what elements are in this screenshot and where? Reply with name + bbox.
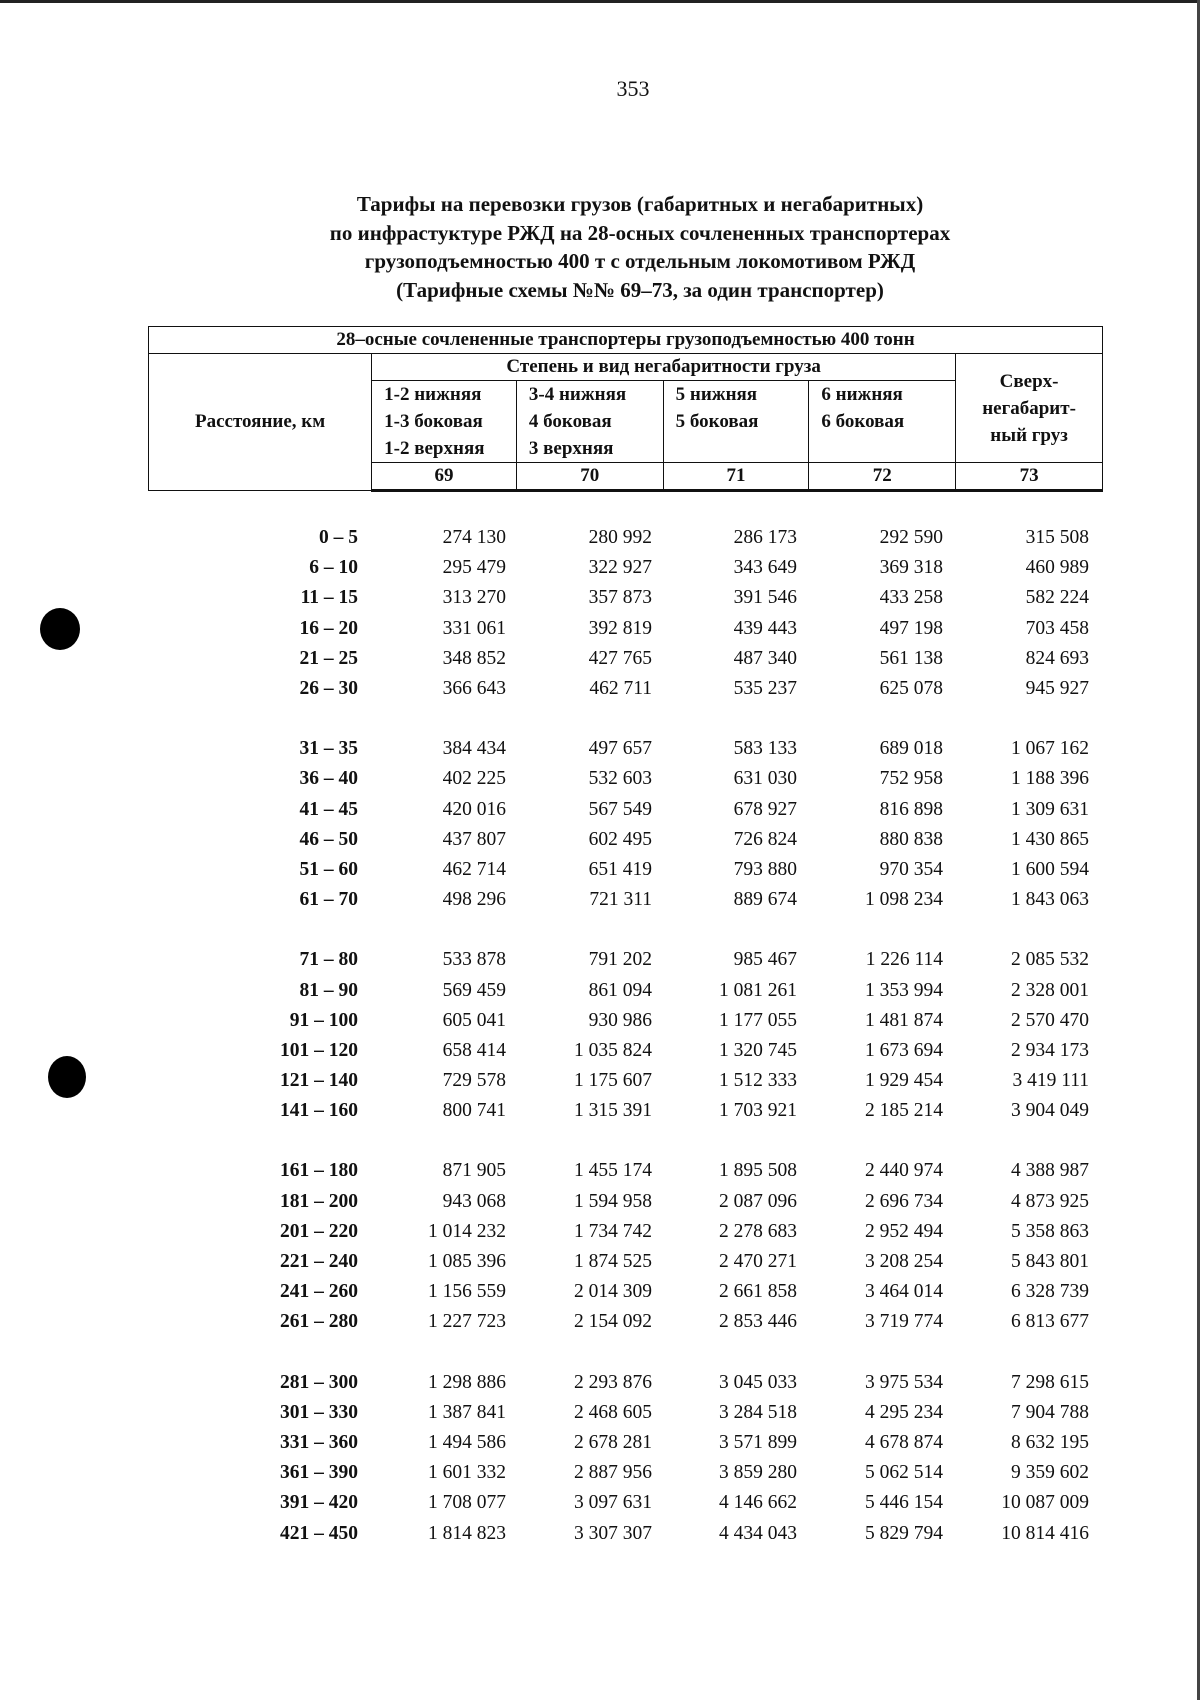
value-cell: 322 927 bbox=[588, 557, 652, 579]
table-row bbox=[148, 1488, 1103, 1518]
table-row bbox=[148, 674, 1103, 704]
column-header-71 bbox=[663, 381, 809, 463]
table-row bbox=[148, 945, 1103, 975]
table-row bbox=[148, 1156, 1103, 1186]
value-cell: 1 085 396 bbox=[428, 1251, 506, 1273]
value-cell: 658 414 bbox=[442, 1039, 506, 1061]
value-cell: 315 508 bbox=[1025, 527, 1089, 549]
value-cell: 631 030 bbox=[733, 768, 797, 790]
header-line: 3-4 нижняя bbox=[528, 384, 627, 405]
value-cell: 2 278 683 bbox=[719, 1220, 797, 1242]
value-cell: 2 696 734 bbox=[865, 1190, 943, 1212]
value-cell: 369 318 bbox=[879, 557, 943, 579]
value-cell: 678 927 bbox=[733, 798, 797, 820]
value-cell: 726 824 bbox=[733, 828, 797, 850]
distance-cell: 281 – 300 bbox=[280, 1371, 358, 1393]
distance-cell: 221 – 240 bbox=[280, 1251, 358, 1273]
value-cell: 462 711 bbox=[589, 678, 652, 700]
header-line: 6 нижняя bbox=[821, 384, 903, 405]
value-cell: 1 843 063 bbox=[1011, 889, 1089, 911]
value-cell: 1 895 508 bbox=[719, 1160, 797, 1182]
title-line: по инфрастуктуре РЖД на 28-осных сочлененных транспортерах bbox=[329, 220, 951, 245]
row-group bbox=[148, 1368, 1103, 1549]
value-cell: 497 198 bbox=[879, 617, 943, 639]
value-cell: 532 603 bbox=[588, 768, 652, 790]
value-cell: 1 098 234 bbox=[865, 889, 943, 911]
table-row bbox=[148, 734, 1103, 764]
column-code: 71 bbox=[663, 463, 809, 491]
title-line: грузоподъемностью 400 т с отдельным локомотивом РЖД bbox=[364, 249, 916, 273]
column-header-69 bbox=[372, 381, 517, 463]
header-line: 5 нижняя bbox=[675, 384, 758, 405]
value-cell: 437 807 bbox=[442, 828, 506, 850]
table-row bbox=[148, 885, 1103, 915]
value-cell: 280 992 bbox=[588, 527, 652, 549]
value-cell: 533 878 bbox=[442, 949, 506, 971]
value-cell: 2 154 092 bbox=[574, 1311, 652, 1333]
table-row bbox=[148, 1398, 1103, 1428]
distance-cell: 81 – 90 bbox=[299, 979, 358, 1001]
value-cell: 1 188 396 bbox=[1011, 768, 1089, 790]
value-cell: 689 018 bbox=[879, 738, 943, 760]
title-line: (Тарифные схемы №№ 69–73, за один транспортер) bbox=[396, 277, 884, 302]
value-cell: 945 927 bbox=[1025, 678, 1089, 700]
column-header-73 bbox=[956, 354, 1103, 463]
value-cell: 1 320 745 bbox=[719, 1039, 797, 1061]
value-cell: 1 814 823 bbox=[428, 1522, 506, 1544]
column-header-70 bbox=[516, 381, 663, 463]
value-cell: 561 138 bbox=[879, 647, 943, 669]
table-row bbox=[148, 1277, 1103, 1307]
value-cell: 4 434 043 bbox=[719, 1522, 797, 1544]
value-cell: 3 419 111 bbox=[1012, 1070, 1089, 1092]
distance-cell: 61 – 70 bbox=[299, 889, 358, 911]
value-cell: 3 307 307 bbox=[574, 1522, 652, 1544]
distance-cell: 361 – 390 bbox=[280, 1462, 358, 1484]
column-code: 72 bbox=[809, 463, 956, 491]
distance-column-header: Расстояние, км bbox=[149, 354, 372, 491]
value-cell: 6 328 739 bbox=[1011, 1281, 1089, 1303]
punch-hole-mark bbox=[40, 608, 80, 650]
value-cell: 3 904 049 bbox=[1011, 1100, 1089, 1122]
value-cell: 1 387 841 bbox=[428, 1401, 506, 1423]
table-row bbox=[148, 975, 1103, 1005]
value-cell: 1 601 332 bbox=[428, 1462, 506, 1484]
distance-cell: 36 – 40 bbox=[299, 768, 358, 790]
value-cell: 583 133 bbox=[733, 738, 797, 760]
value-cell: 582 224 bbox=[1025, 587, 1089, 609]
value-cell: 286 173 bbox=[733, 527, 797, 549]
header-line: 3 верхняя bbox=[528, 438, 614, 459]
value-cell: 1 226 114 bbox=[865, 949, 943, 971]
value-cell: 1 600 594 bbox=[1011, 858, 1089, 880]
value-cell: 5 843 801 bbox=[1011, 1251, 1089, 1273]
table-row bbox=[148, 644, 1103, 674]
value-cell: 343 649 bbox=[733, 557, 797, 579]
value-cell: 460 989 bbox=[1025, 557, 1089, 579]
value-cell: 2 570 470 bbox=[1011, 1009, 1089, 1031]
page-number: 353 bbox=[616, 76, 650, 101]
value-cell: 930 986 bbox=[588, 1009, 652, 1031]
value-cell: 889 674 bbox=[733, 889, 797, 911]
table-row bbox=[148, 1066, 1103, 1096]
table-row bbox=[148, 1187, 1103, 1217]
value-cell: 462 714 bbox=[442, 858, 506, 880]
value-cell: 1 734 742 bbox=[574, 1220, 652, 1242]
value-cell: 4 873 925 bbox=[1011, 1190, 1089, 1212]
value-cell: 4 146 662 bbox=[719, 1492, 797, 1514]
value-cell: 1 227 723 bbox=[428, 1311, 506, 1333]
title-line: Тарифы на перевозки грузов (габаритных и негабаритных) bbox=[356, 192, 924, 216]
table-row bbox=[148, 1036, 1103, 1066]
value-cell: 1 309 631 bbox=[1011, 798, 1089, 820]
distance-cell: 261 – 280 bbox=[280, 1311, 358, 1333]
table-row bbox=[148, 553, 1103, 583]
distance-cell: 16 – 20 bbox=[299, 617, 358, 639]
value-cell: 313 270 bbox=[442, 587, 506, 609]
table-row bbox=[148, 523, 1103, 553]
value-cell: 800 741 bbox=[442, 1100, 506, 1122]
value-cell: 331 061 bbox=[442, 617, 506, 639]
value-cell: 535 237 bbox=[733, 678, 797, 700]
table-row bbox=[148, 1247, 1103, 1277]
distance-cell: 91 – 100 bbox=[289, 1009, 358, 1031]
value-cell: 366 643 bbox=[442, 678, 506, 700]
value-cell: 1 353 994 bbox=[865, 979, 943, 1001]
value-cell: 871 905 bbox=[442, 1160, 506, 1182]
value-cell: 4 388 987 bbox=[1011, 1160, 1089, 1182]
table-row bbox=[148, 1368, 1103, 1398]
table-row bbox=[148, 1006, 1103, 1036]
value-cell: 2 293 876 bbox=[574, 1371, 652, 1393]
value-cell: 1 175 607 bbox=[574, 1070, 652, 1092]
value-cell: 567 549 bbox=[588, 798, 652, 820]
distance-cell: 121 – 140 bbox=[280, 1070, 358, 1092]
distance-cell: 46 – 50 bbox=[299, 828, 358, 850]
value-cell: 602 495 bbox=[588, 828, 652, 850]
degree-header: Степень и вид негабаритности груза bbox=[372, 354, 956, 381]
value-cell: 3 464 014 bbox=[865, 1281, 943, 1303]
value-cell: 2 328 001 bbox=[1011, 979, 1089, 1001]
header-line: негабарит- bbox=[982, 397, 1076, 419]
distance-cell: 181 – 200 bbox=[280, 1190, 358, 1212]
value-cell: 433 258 bbox=[879, 587, 943, 609]
value-cell: 8 632 195 bbox=[1011, 1431, 1089, 1453]
value-cell: 605 041 bbox=[442, 1009, 506, 1031]
value-cell: 1 874 525 bbox=[574, 1251, 652, 1273]
row-group bbox=[148, 523, 1103, 704]
value-cell: 1 177 055 bbox=[719, 1009, 797, 1031]
value-cell: 5 829 794 bbox=[865, 1522, 943, 1544]
table-row bbox=[148, 825, 1103, 855]
value-cell: 2 678 281 bbox=[574, 1431, 652, 1453]
value-cell: 752 958 bbox=[879, 768, 943, 790]
value-cell: 439 443 bbox=[733, 617, 797, 639]
value-cell: 651 419 bbox=[588, 858, 652, 880]
table-row bbox=[148, 1458, 1103, 1488]
value-cell: 861 094 bbox=[588, 979, 652, 1001]
distance-cell: 11 – 15 bbox=[300, 587, 358, 609]
value-cell: 7 298 615 bbox=[1011, 1371, 1089, 1393]
value-cell: 2 887 956 bbox=[574, 1462, 652, 1484]
value-cell: 943 068 bbox=[442, 1190, 506, 1212]
distance-cell: 141 – 160 bbox=[280, 1100, 358, 1122]
value-cell: 5 446 154 bbox=[865, 1492, 943, 1514]
value-cell: 3 859 280 bbox=[719, 1462, 797, 1484]
value-cell: 1 703 921 bbox=[719, 1100, 797, 1122]
distance-cell: 26 – 30 bbox=[299, 678, 358, 700]
value-cell: 1 081 261 bbox=[719, 979, 797, 1001]
scan-top-edge bbox=[0, 0, 1200, 3]
value-cell: 2 185 214 bbox=[865, 1100, 943, 1122]
distance-cell: 391 – 420 bbox=[280, 1492, 358, 1514]
column-code: 69 bbox=[372, 463, 517, 491]
value-cell: 985 467 bbox=[733, 949, 797, 971]
value-cell: 729 578 bbox=[442, 1070, 506, 1092]
value-cell: 5 062 514 bbox=[865, 1462, 943, 1484]
header-line: 6 боковая bbox=[821, 411, 905, 432]
distance-cell: 21 – 25 bbox=[299, 647, 358, 669]
value-cell: 3 975 534 bbox=[865, 1371, 943, 1393]
value-cell: 292 590 bbox=[879, 527, 943, 549]
value-cell: 2 853 446 bbox=[719, 1311, 797, 1333]
table-row bbox=[148, 583, 1103, 613]
header-line: ный груз bbox=[990, 424, 1068, 446]
tariff-table-body bbox=[148, 523, 1103, 1579]
table-row bbox=[148, 764, 1103, 794]
value-cell: 3 097 631 bbox=[574, 1492, 652, 1514]
distance-cell: 51 – 60 bbox=[299, 858, 358, 880]
value-cell: 392 819 bbox=[588, 617, 652, 639]
value-cell: 9 359 602 bbox=[1011, 1462, 1089, 1484]
value-cell: 384 434 bbox=[442, 738, 506, 760]
header-line: 1-3 боковая bbox=[384, 411, 483, 432]
value-cell: 3 284 518 bbox=[719, 1401, 797, 1423]
value-cell: 3 571 899 bbox=[719, 1431, 797, 1453]
value-cell: 2 952 494 bbox=[865, 1220, 943, 1242]
column-header-72 bbox=[809, 381, 956, 463]
value-cell: 1 035 824 bbox=[574, 1039, 652, 1061]
value-cell: 3 719 774 bbox=[865, 1311, 943, 1333]
header-line: 1-2 нижняя bbox=[384, 384, 482, 405]
header-line: 4 боковая bbox=[528, 411, 612, 432]
value-cell: 7 904 788 bbox=[1011, 1401, 1089, 1423]
value-cell: 1 481 874 bbox=[865, 1009, 943, 1031]
value-cell: 4 678 874 bbox=[865, 1431, 943, 1453]
value-cell: 1 315 391 bbox=[574, 1100, 652, 1122]
distance-cell: 0 – 5 bbox=[319, 527, 358, 549]
value-cell: 1 708 077 bbox=[428, 1492, 506, 1514]
table-row bbox=[148, 1428, 1103, 1458]
header-line: 5 боковая bbox=[675, 411, 759, 432]
value-cell: 1 494 586 bbox=[428, 1431, 506, 1453]
value-cell: 10 087 009 bbox=[1001, 1492, 1089, 1514]
value-cell: 625 078 bbox=[879, 678, 943, 700]
punch-hole-mark bbox=[48, 1056, 86, 1098]
distance-cell: 161 – 180 bbox=[280, 1160, 358, 1182]
value-cell: 824 693 bbox=[1025, 647, 1089, 669]
value-cell: 4 295 234 bbox=[865, 1401, 943, 1423]
table-row bbox=[148, 1518, 1103, 1548]
value-cell: 295 479 bbox=[442, 557, 506, 579]
value-cell: 703 458 bbox=[1025, 617, 1089, 639]
value-cell: 2 470 271 bbox=[719, 1251, 797, 1273]
distance-cell: 301 – 330 bbox=[280, 1401, 358, 1423]
distance-cell: 331 – 360 bbox=[280, 1431, 358, 1453]
distance-cell: 6 – 10 bbox=[309, 557, 358, 579]
value-cell: 2 014 309 bbox=[574, 1281, 652, 1303]
column-code: 70 bbox=[516, 463, 663, 491]
value-cell: 487 340 bbox=[733, 647, 797, 669]
value-cell: 970 354 bbox=[879, 858, 943, 880]
distance-cell: 71 – 80 bbox=[299, 949, 358, 971]
distance-cell: 421 – 450 bbox=[280, 1522, 358, 1544]
value-cell: 6 813 677 bbox=[1011, 1311, 1089, 1333]
value-cell: 816 898 bbox=[879, 798, 943, 820]
table-row bbox=[148, 795, 1103, 825]
value-cell: 2 085 532 bbox=[1011, 949, 1089, 971]
value-cell: 3 208 254 bbox=[865, 1251, 943, 1273]
value-cell: 357 873 bbox=[588, 587, 652, 609]
value-cell: 498 296 bbox=[442, 889, 506, 911]
value-cell: 1 929 454 bbox=[865, 1070, 943, 1092]
header-line: 1-2 верхняя bbox=[384, 438, 485, 459]
row-group bbox=[148, 1156, 1103, 1337]
table-row bbox=[148, 855, 1103, 885]
value-cell: 1 430 865 bbox=[1011, 828, 1089, 850]
value-cell: 10 814 416 bbox=[1001, 1522, 1089, 1544]
value-cell: 1 673 694 bbox=[865, 1039, 943, 1061]
value-cell: 721 311 bbox=[589, 889, 652, 911]
value-cell: 2 468 605 bbox=[574, 1401, 652, 1423]
value-cell: 2 661 858 bbox=[719, 1281, 797, 1303]
document-title bbox=[180, 190, 1100, 304]
value-cell: 880 838 bbox=[879, 828, 943, 850]
distance-cell: 31 – 35 bbox=[299, 738, 358, 760]
table-caption: 28–осные сочлененные транспортеры грузоподъемностью 400 тонн bbox=[149, 327, 1103, 354]
value-cell: 793 880 bbox=[733, 858, 797, 880]
value-cell: 1 298 886 bbox=[428, 1371, 506, 1393]
value-cell: 497 657 bbox=[588, 738, 652, 760]
value-cell: 274 130 bbox=[442, 527, 506, 549]
value-cell: 427 765 bbox=[588, 647, 652, 669]
value-cell: 2 087 096 bbox=[719, 1190, 797, 1212]
value-cell: 1 455 174 bbox=[574, 1160, 652, 1182]
value-cell: 3 045 033 bbox=[719, 1371, 797, 1393]
header-line: Сверх- bbox=[999, 370, 1059, 392]
column-code: 73 bbox=[956, 463, 1103, 491]
table-row bbox=[148, 614, 1103, 644]
value-cell: 391 546 bbox=[733, 587, 797, 609]
table-row bbox=[148, 1307, 1103, 1337]
value-cell: 348 852 bbox=[442, 647, 506, 669]
value-cell: 420 016 bbox=[442, 798, 506, 820]
value-cell: 5 358 863 bbox=[1011, 1220, 1089, 1242]
value-cell: 2 440 974 bbox=[865, 1160, 943, 1182]
distance-cell: 101 – 120 bbox=[280, 1039, 358, 1061]
value-cell: 2 934 173 bbox=[1011, 1039, 1089, 1061]
value-cell: 1 594 958 bbox=[574, 1190, 652, 1212]
distance-cell: 241 – 260 bbox=[280, 1281, 358, 1303]
value-cell: 1 067 162 bbox=[1011, 738, 1089, 760]
value-cell: 1 014 232 bbox=[428, 1220, 506, 1242]
row-group bbox=[148, 945, 1103, 1126]
value-cell: 1 512 333 bbox=[719, 1070, 797, 1092]
distance-cell: 201 – 220 bbox=[280, 1220, 358, 1242]
value-cell: 1 156 559 bbox=[428, 1281, 506, 1303]
value-cell: 569 459 bbox=[442, 979, 506, 1001]
table-row bbox=[148, 1096, 1103, 1126]
value-cell: 402 225 bbox=[442, 768, 506, 790]
value-cell: 791 202 bbox=[588, 949, 652, 971]
row-group bbox=[148, 734, 1103, 915]
tariff-table-header bbox=[148, 326, 1103, 492]
distance-cell: 41 – 45 bbox=[299, 798, 358, 820]
table-row bbox=[148, 1217, 1103, 1247]
